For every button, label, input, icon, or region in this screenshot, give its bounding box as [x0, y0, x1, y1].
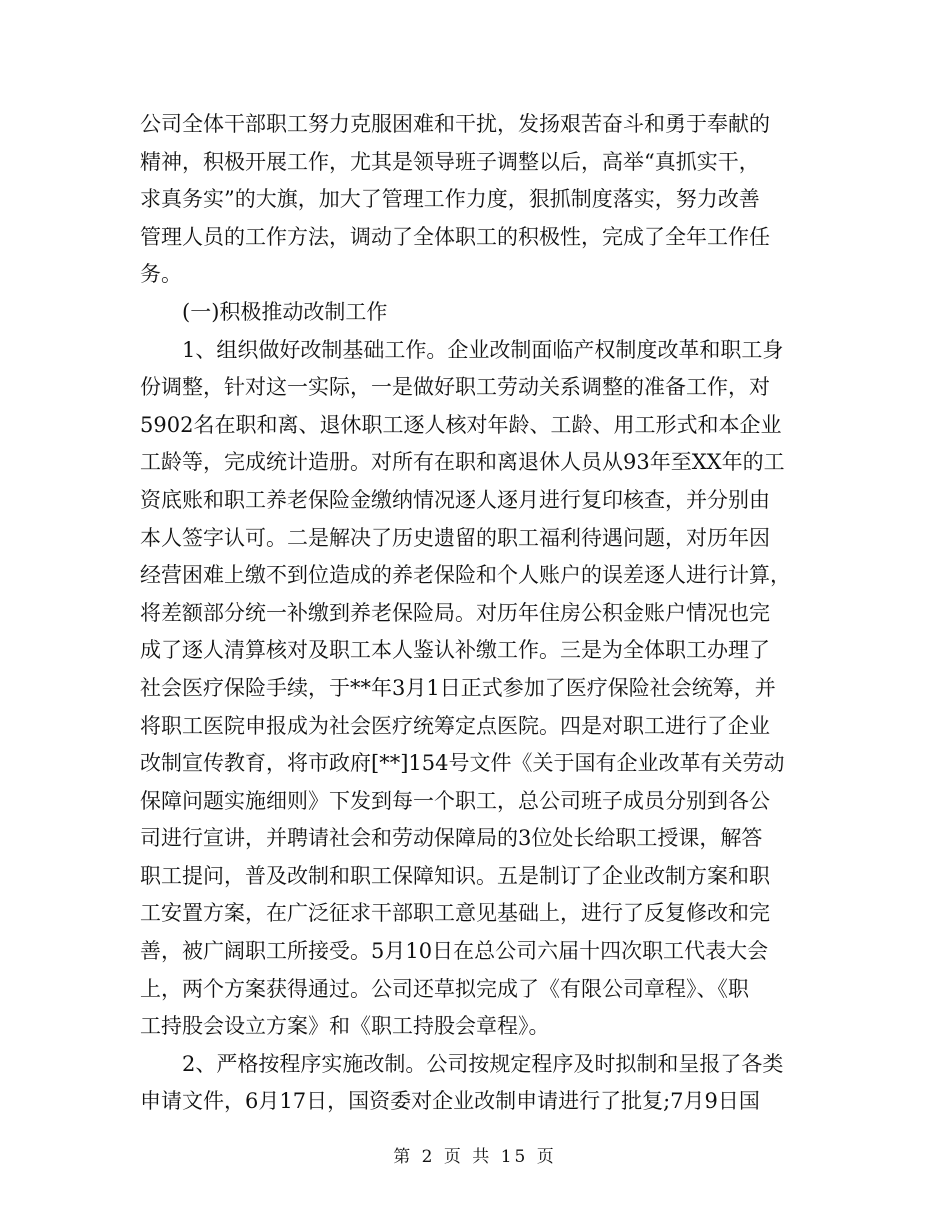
- text-line: 份调整，针对这一实际，一是做好职工劳动关系调整的准备工作，对: [140, 375, 770, 400]
- text-line: 本人签字认可。二是解决了历史遗留的职工福利待遇问题，对历年因: [140, 525, 770, 550]
- text-line: 务。: [140, 262, 182, 287]
- document-body: [140, 106, 812, 1121]
- text-line: 改制宣传教育，将市政府[**]154号文件《关于国有企业改革有关劳动: [140, 751, 785, 776]
- text-line: 精神，积极开展工作，尤其是领导班子调整以后，高举“真抓实干，: [140, 149, 760, 174]
- text-line: 将差额部分统一补缴到养老保险局。对历年住房公积金账户情况也完: [140, 600, 770, 625]
- text-line: 申请文件，6月17日，国资委对企业改制申请进行了批复;7月9日国: [140, 1089, 760, 1114]
- text-line: 工持股会设立方案》和《职工持股会章程》。: [140, 1014, 550, 1039]
- text-line: 善，被广阔职工所接受。5月10日在总公司六届十四次职工代表大会: [140, 939, 769, 964]
- text-line: 5902名在职和离、退休职工逐人核对年龄、工龄、用工形式和本企业: [140, 412, 782, 437]
- page-footer: 第 2 页 共 15 页: [393, 1147, 557, 1167]
- text-line: 司进行宣讲，并聘请社会和劳动保障局的3位处长给职工授课，解答: [140, 826, 763, 851]
- text-line: 成了逐人清算核对及职工本人鉴认补缴工作。三是为全体职工办理了: [140, 638, 770, 663]
- text-line: 1、组织做好改制基础工作。企业改制面临产权制度改革和职工身: [140, 337, 784, 362]
- text-line: 管理人员的工作方法，调动了全体职工的积极性，完成了全年工作任: [140, 224, 770, 249]
- text-line: 求真务实”的大旗，加大了管理工作力度，狠抓制度落实，努力改善: [140, 187, 760, 212]
- text-line: 工安置方案，在广泛征求干部职工意见基础上，进行了反复修改和完: [140, 901, 770, 926]
- text-line: 2、严格按程序实施改制。公司按规定程序及时拟制和呈报了各类: [140, 1051, 784, 1076]
- text-line: 将职工医院申报成为社会医疗统筹定点医院。四是对职工进行了企业: [140, 713, 770, 738]
- text-line: 上，两个方案获得通过。公司还草拟完成了《有限公司章程》、《职: [140, 976, 749, 1001]
- text-line: 社会医疗保险手续，于**年3月1日正式参加了医疗保险社会统筹，并: [140, 675, 776, 700]
- text-line: (一)积极推动改制工作: [140, 299, 388, 324]
- text-line: 职工提问，普及改制和职工保障知识。五是制订了企业改制方案和职: [140, 863, 770, 888]
- text-line: 公司全体干部职工努力克服困难和干扰，发扬艰苦奋斗和勇于奉献的: [140, 112, 770, 136]
- text-line: 工龄等，完成统计造册。对所有在职和离退休人员从93年至XX年的工: [140, 450, 785, 475]
- text-line: 资底账和职工养老保险金缴纳情况逐人逐月进行复印核查，并分别由: [140, 487, 770, 512]
- text-line: 经营困难上缴不到位造成的养老保险和个人账户的误差逐人进行计算，: [140, 563, 791, 588]
- text-line: 保障问题实施细则》下发到每一个职工，总公司班子成员分别到各公: [140, 788, 770, 813]
